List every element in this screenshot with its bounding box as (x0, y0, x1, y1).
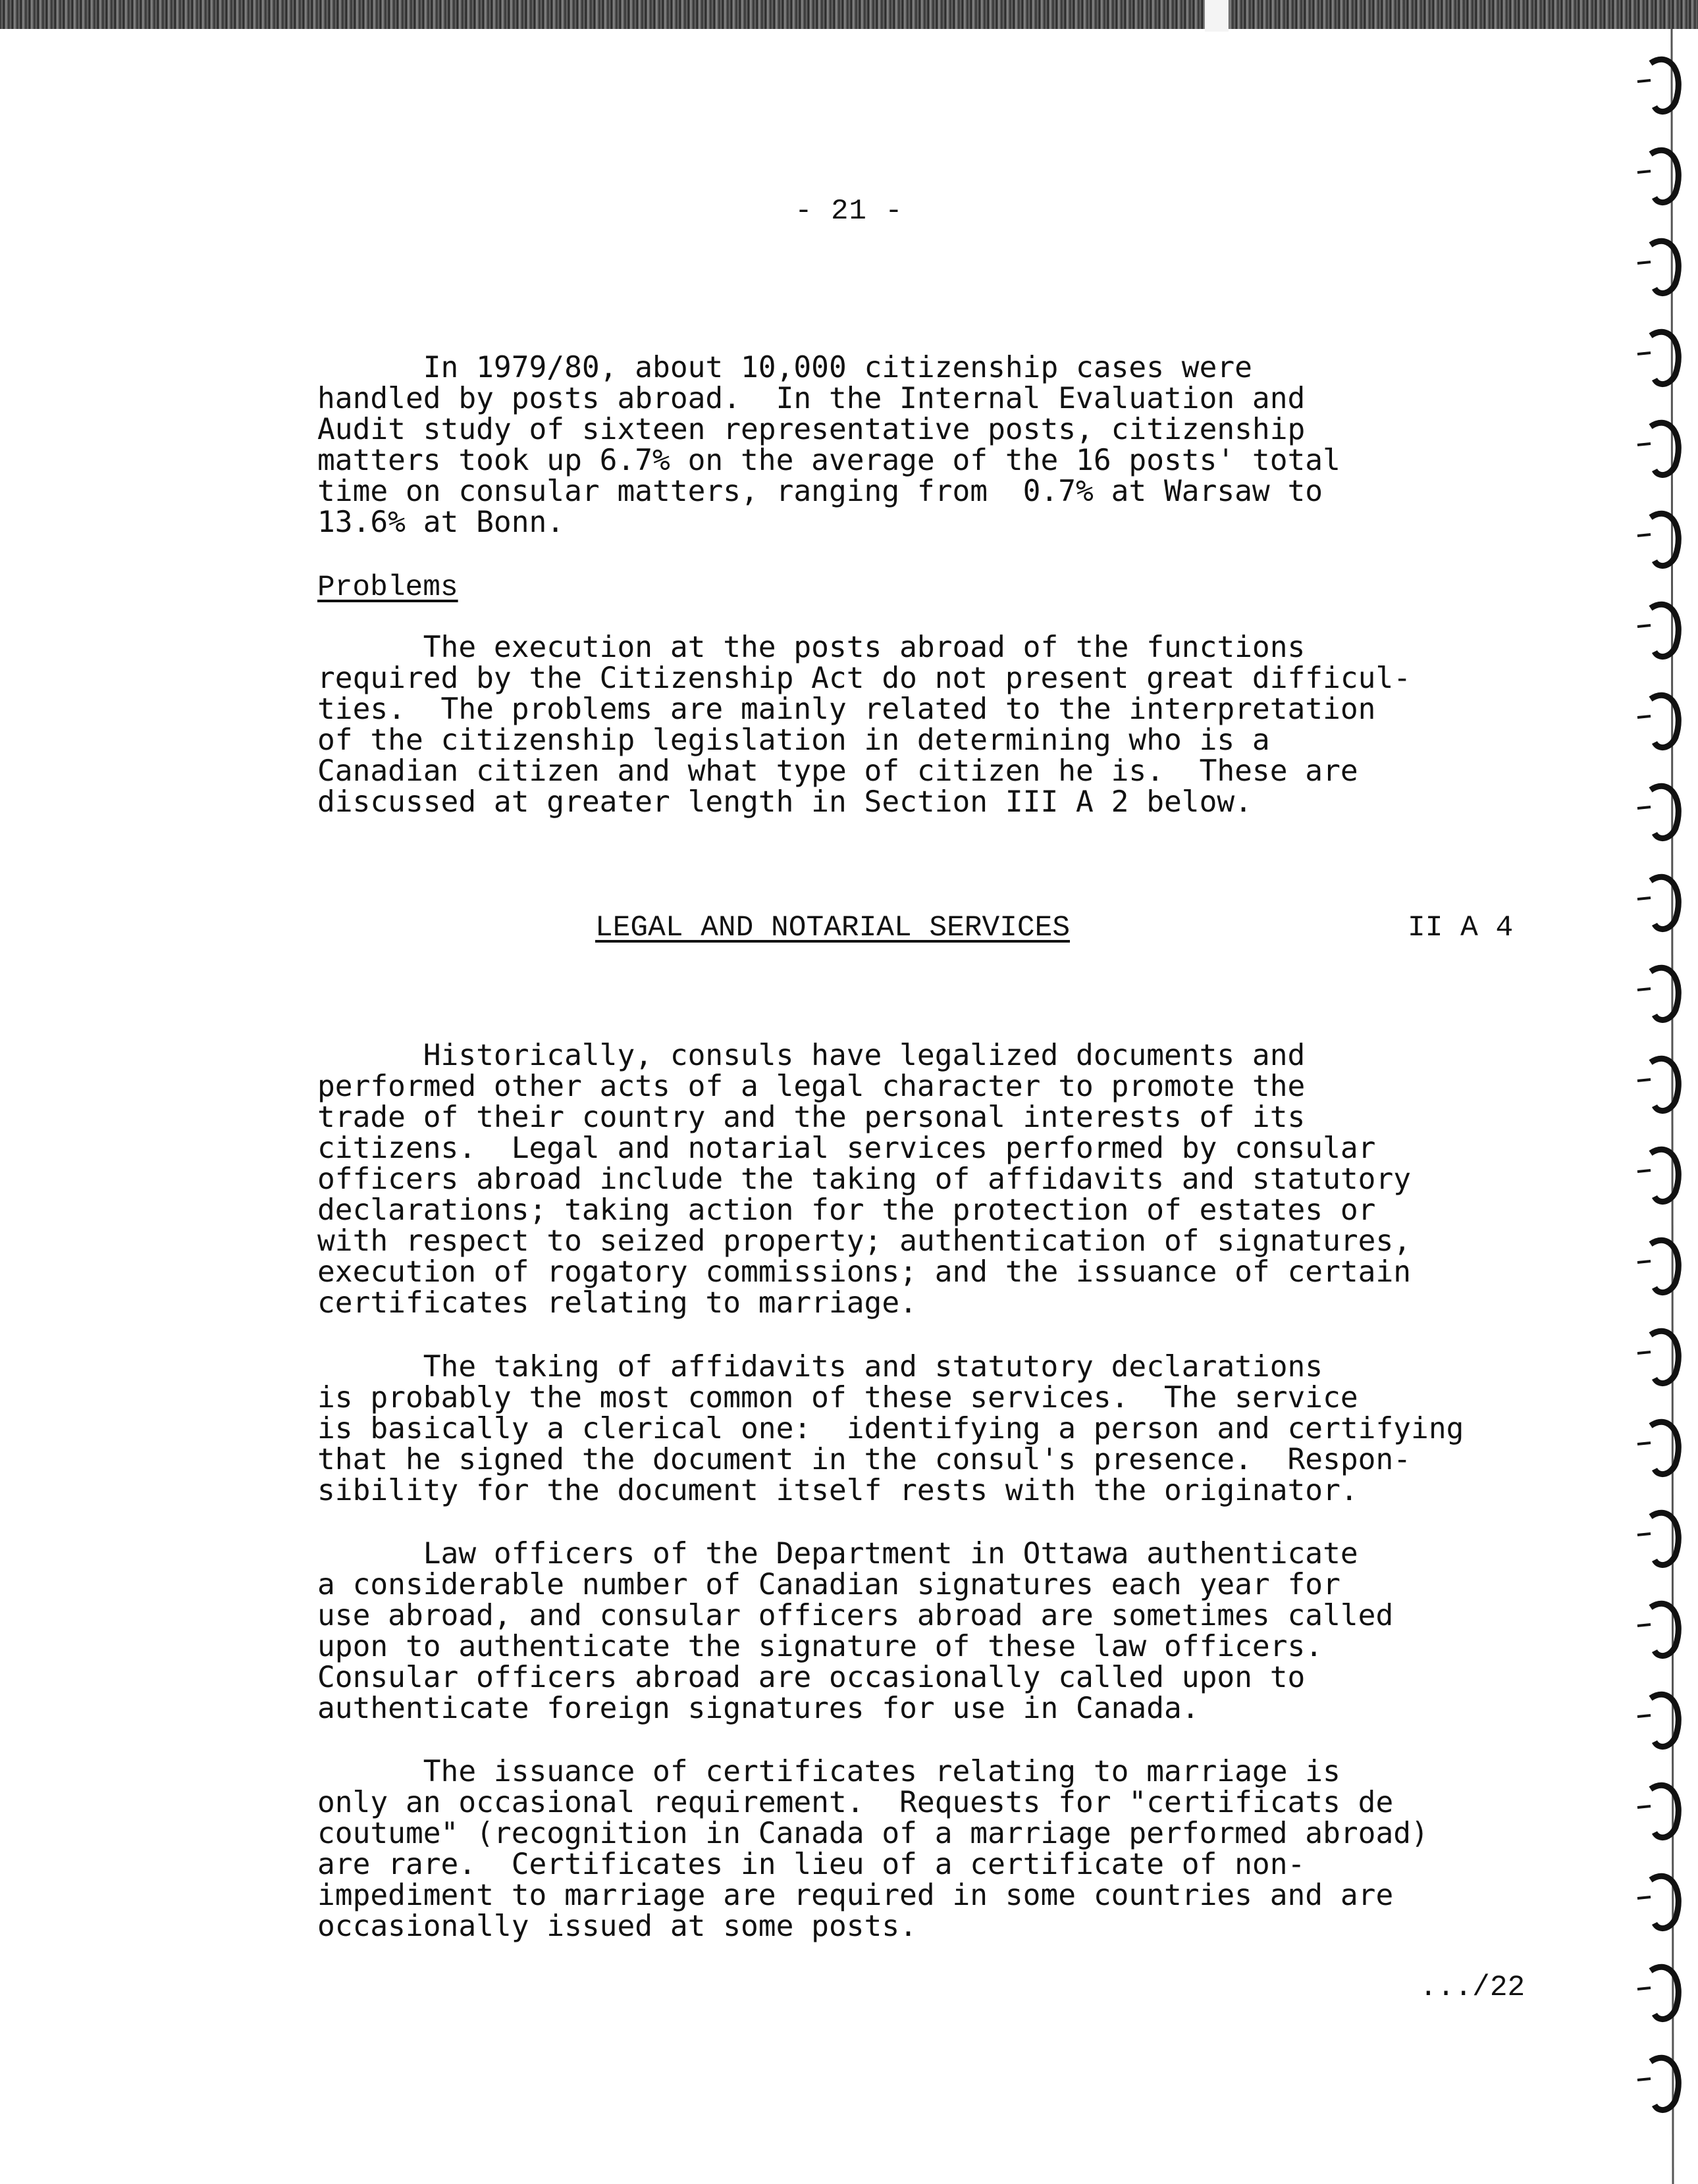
binding-ring (1651, 332, 1678, 384)
binding-hole-mark (1637, 1988, 1651, 1989)
text-line: officers abroad include the taking of affidavits and statutory (317, 1162, 1412, 1196)
binding-ring (1651, 1058, 1678, 1110)
text-line: occasionally issued at some posts. (317, 1910, 917, 1943)
binding-hole-mark (1637, 1443, 1651, 1444)
binding-ring (1651, 1513, 1678, 1565)
text-line: certificates relating to marriage. (317, 1286, 917, 1320)
text-line: trade of their country and the personal interests of its (317, 1101, 1306, 1134)
text-line: discussed at greater length in Section III A 2 below. (317, 785, 1252, 819)
text-line: is basically a clerical one: identifying a person and certifying (317, 1412, 1464, 1445)
binding-hole-mark (1637, 534, 1651, 536)
legal-notarial-heading: LEGAL AND NOTARIAL SERVICES (595, 912, 1071, 945)
text-line: required by the Citizenship Act do not present great difficul- (317, 662, 1412, 695)
binding-hole-mark (1637, 807, 1651, 808)
binding-ring (1651, 1694, 1678, 1746)
text-line: is probably the most common of these services. The service (317, 1381, 1358, 1415)
binding-ring (1651, 695, 1678, 747)
legal-paragraph-1 (317, 1040, 1562, 1318)
text-line: handled by posts abroad. In the Internal Evaluation and (317, 382, 1306, 415)
text-line: use abroad, and consular officers abroad are sometimes called (317, 1599, 1394, 1632)
problems-paragraph (317, 632, 1562, 818)
binding-hole-mark (1637, 262, 1651, 263)
text-line: Law officers of the Department in Ottawa authenticate (317, 1537, 1358, 1571)
binding-ring (1651, 1240, 1678, 1292)
binding-ring (1651, 968, 1678, 1020)
binding-hole-mark (1637, 1261, 1651, 1262)
binding-hole-mark (1637, 625, 1651, 627)
text-line: In 1979/80, about 10,000 citizenship cases were (317, 351, 1252, 384)
binding-ring (1651, 423, 1678, 475)
binding-ring (1651, 1149, 1678, 1201)
binding-ring (1651, 1876, 1678, 1928)
binding-hole-mark (1637, 716, 1651, 717)
binding-ring (1651, 241, 1678, 293)
binding-hole-mark (1637, 1534, 1651, 1535)
text-line: The execution at the posts abroad of the functions (317, 631, 1306, 664)
binding-hole-mark (1637, 1715, 1651, 1717)
scan-tear-mark (1205, 0, 1229, 32)
binding-hole-mark (1637, 898, 1651, 899)
text-line: Audit study of sixteen representative posts, citizenship (317, 413, 1306, 446)
text-line: Canadian citizen and what type of citizen he is. These are (317, 754, 1358, 788)
text-line: of the citizenship legislation in determining who is a (317, 723, 1270, 757)
binding-ring (1651, 1331, 1678, 1383)
spiral-binding (1586, 29, 1698, 2184)
binding-hole-mark (1637, 1079, 1651, 1081)
text-line: citizens. Legal and notarial services performed by consular (317, 1131, 1376, 1165)
text-line: Consular officers abroad are occasionally called upon to (317, 1661, 1306, 1694)
text-line: authenticate foreign signatures for use in Canada. (317, 1692, 1200, 1725)
text-line: The issuance of certificates relating to marriage is (317, 1755, 1340, 1788)
binding-ring (1651, 604, 1678, 656)
binding-rings-graphic (1586, 29, 1698, 2184)
text-line: only an occasional requirement. Requests for "certificats de (317, 1786, 1394, 1819)
text-line: matters took up 6.7% on the average of the 16 posts' total (317, 444, 1340, 477)
page-continuation: .../22 (1419, 1971, 1526, 2004)
binding-ring (1651, 1603, 1678, 1655)
binding-hole-mark (1637, 1806, 1651, 1807)
binding-ring (1651, 2058, 1678, 2110)
text-line: 13.6% at Bonn. (317, 506, 565, 539)
text-line: sibility for the document itself rests with the originator. (317, 1474, 1358, 1507)
binding-hole-mark (1637, 2079, 1651, 2080)
binding-ring (1651, 1785, 1678, 1837)
text-line: declarations; taking action for the protection of estates or (317, 1193, 1376, 1227)
binding-hole-mark (1637, 353, 1651, 354)
text-line: The taking of affidavits and statutory declarations (317, 1350, 1323, 1384)
text-line: time on consular matters, ranging from 0.7% at Warsaw to (317, 475, 1323, 508)
binding-hole-mark (1637, 1170, 1651, 1172)
text-line: ties. The problems are mainly related to the interpretation (317, 692, 1376, 726)
citizenship-paragraph (317, 352, 1562, 538)
scan-top-edge (0, 0, 1698, 29)
text-line: are rare. Certificates in lieu of a certificate of non- (317, 1848, 1306, 1881)
binding-hole-mark (1637, 1352, 1651, 1353)
legal-paragraph-3 (317, 1538, 1562, 1724)
binding-ring (1651, 1967, 1678, 2019)
text-line: with respect to seized property; authentication of signatures, (317, 1224, 1412, 1258)
binding-ring (1651, 877, 1678, 929)
section-code: II A 4 (1408, 912, 1514, 945)
binding-hole-mark (1637, 80, 1651, 82)
binding-hole-mark (1637, 171, 1651, 172)
binding-ring (1651, 59, 1678, 111)
legal-paragraph-2 (317, 1351, 1562, 1506)
text-line: upon to authenticate the signature of these law officers. (317, 1630, 1323, 1663)
binding-hole-mark (1637, 1625, 1651, 1626)
legal-paragraph-4 (317, 1756, 1562, 1942)
page-number: - 21 - (795, 195, 903, 228)
binding-hole-mark (1637, 989, 1651, 990)
binding-ring (1651, 786, 1678, 838)
problems-heading: Problems (317, 571, 458, 604)
binding-hole-mark (1637, 1897, 1651, 1898)
text-line: performed other acts of a legal character to promote the (317, 1070, 1306, 1103)
binding-ring (1651, 513, 1678, 565)
binding-ring (1651, 1422, 1678, 1474)
binding-hole-mark (1637, 444, 1651, 445)
text-line: execution of rogatory commissions; and the issuance of certain (317, 1255, 1412, 1289)
text-line: that he signed the document in the consul's presence. Respon- (317, 1443, 1412, 1476)
text-line: Historically, consuls have legalized documents and (317, 1039, 1306, 1072)
text-line: impediment to marriage are required in some countries and are (317, 1879, 1394, 1912)
text-line: coutume" (recognition in Canada of a marriage performed abroad) (317, 1817, 1429, 1850)
text-line: a considerable number of Canadian signatures each year for (317, 1568, 1340, 1601)
